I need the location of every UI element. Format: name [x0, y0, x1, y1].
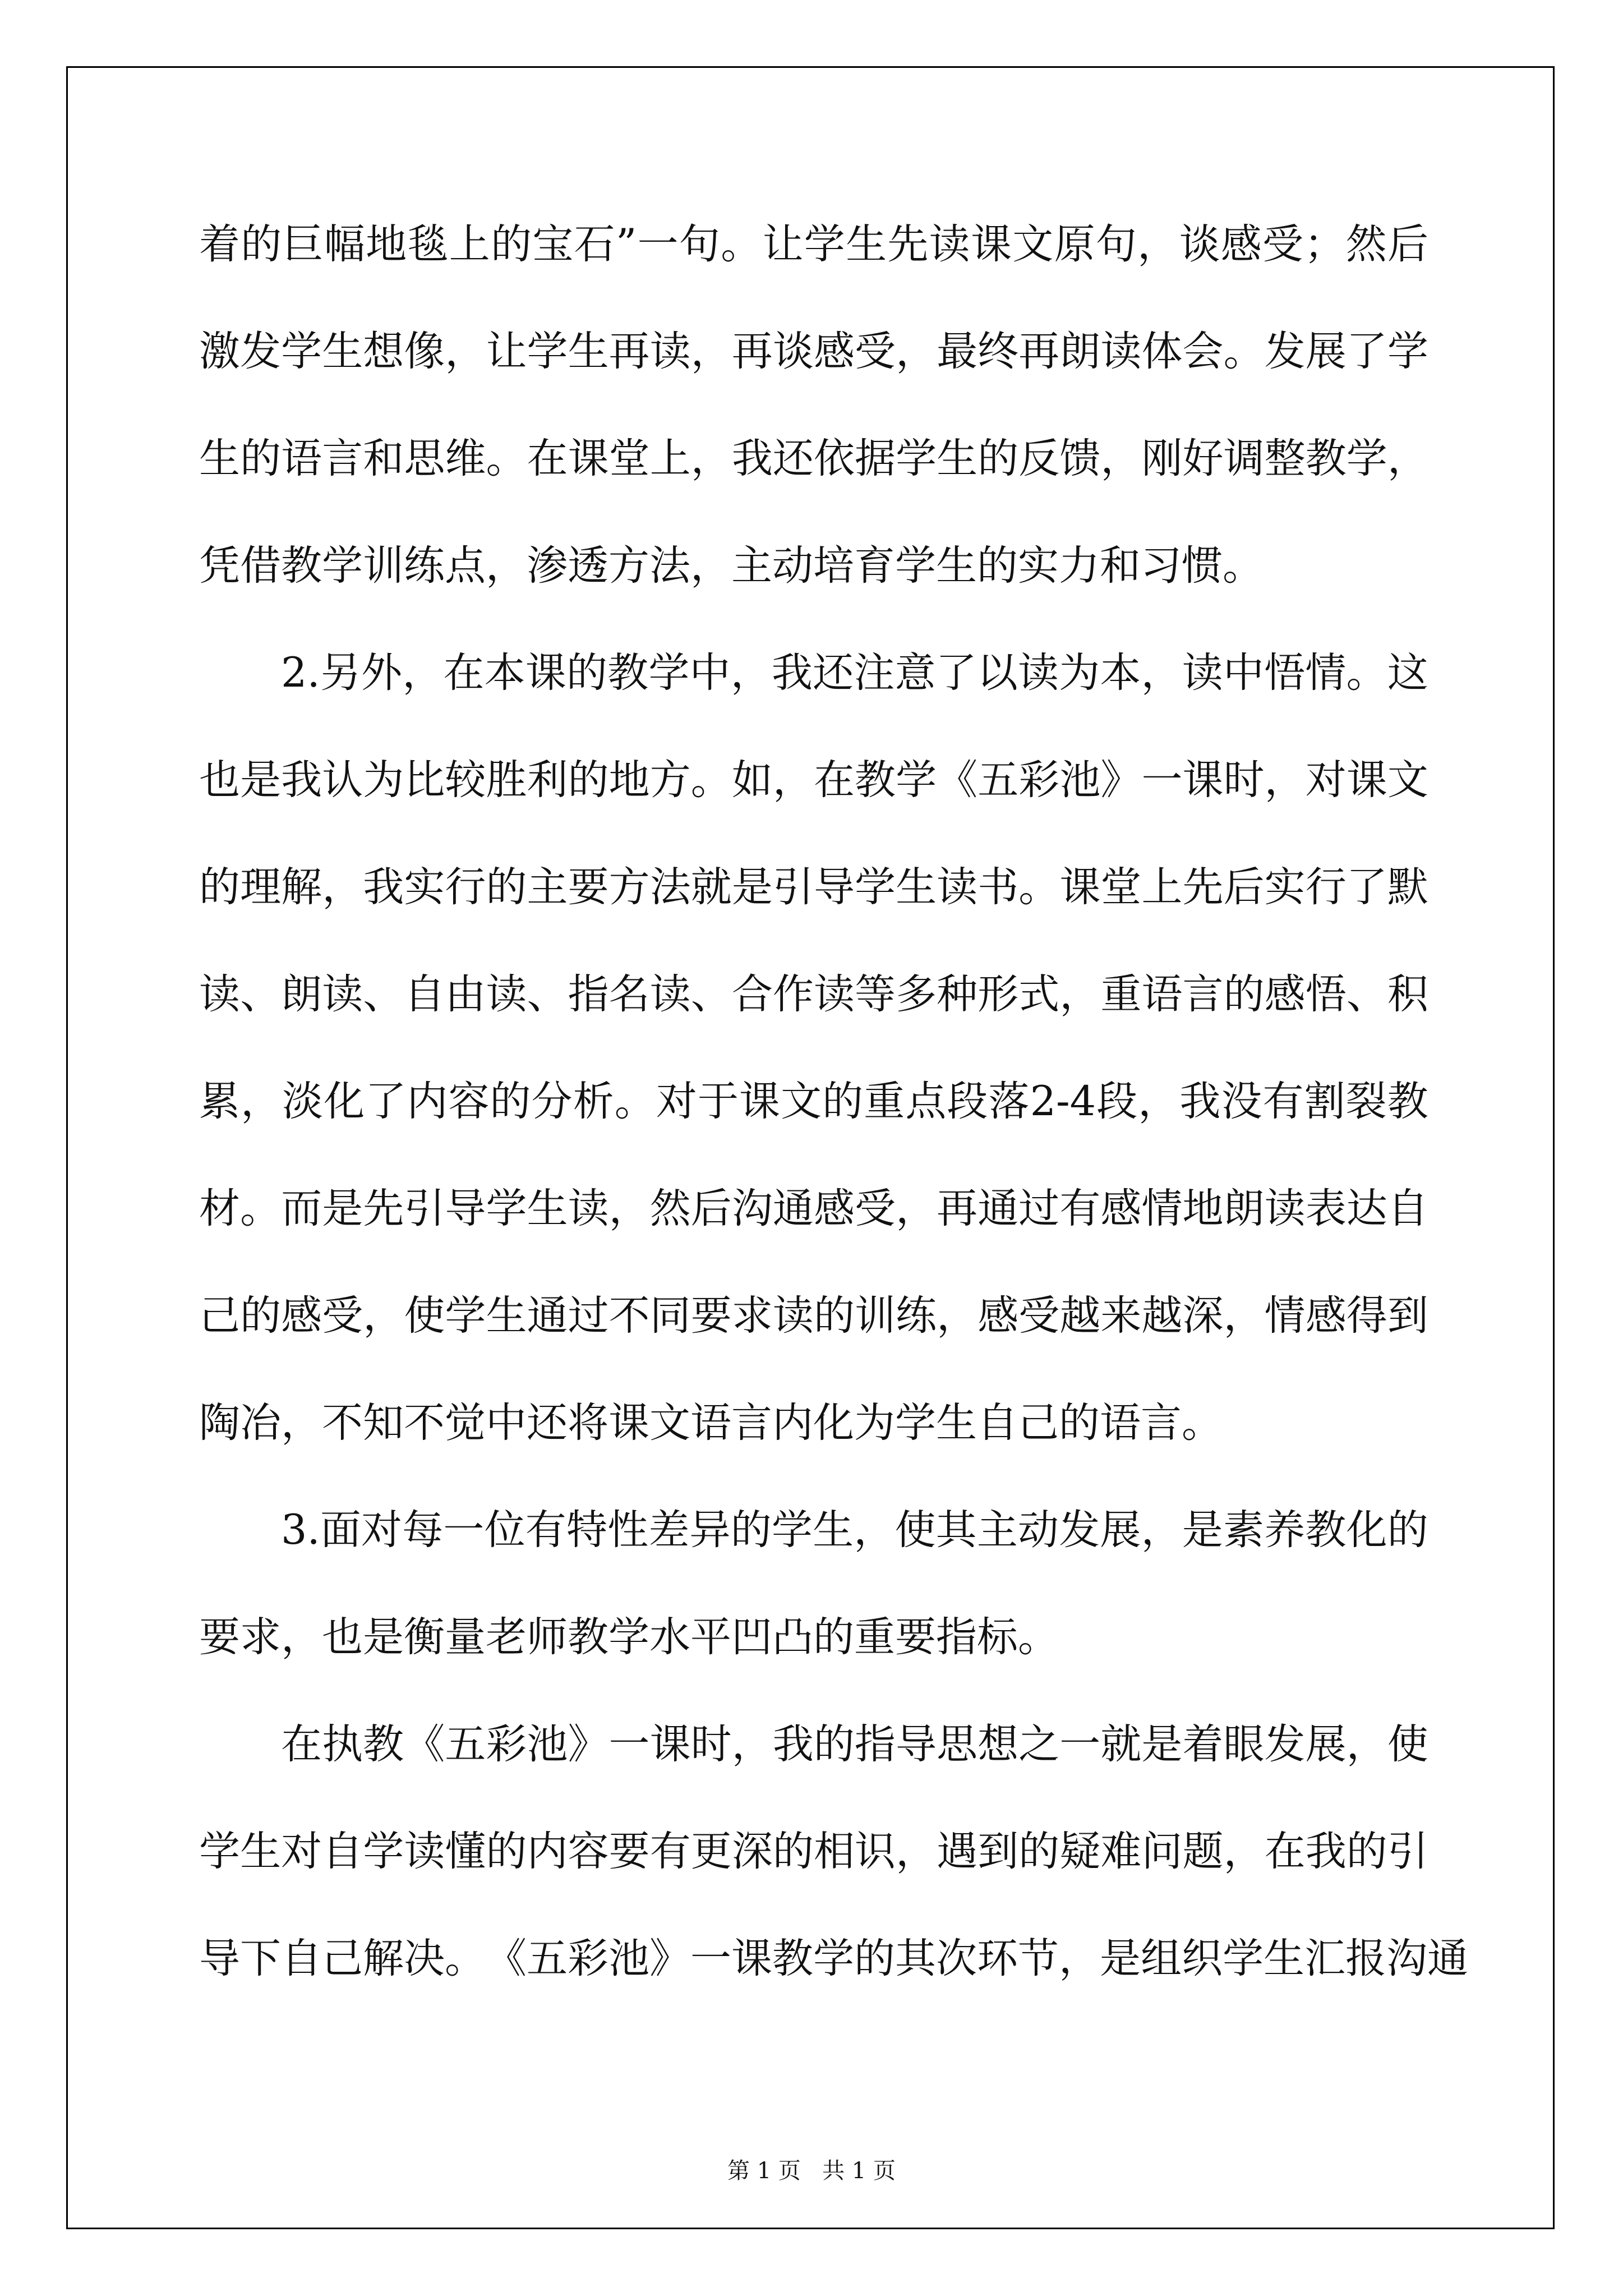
text-line: 凭 借 教 学 训 练 点 ， 渗 透 方 法 ， 主 动 培 育 学 生 的 实 力 和 习 惯 。	[199, 542, 1264, 590]
text-line: 要 求 ， 也 是 衡 量 老 师 教 学 水 平 凹 凸 的 重 要 指 标 。	[199, 1613, 1059, 1661]
text-line: 也 是 我 认 为 比 较 胜 利 的 地 方 。 如 ， 在 教 学 《 五 彩 池 》 一 课 时 ， 对 课 文	[199, 756, 1428, 804]
text-line: 导 下 自 己 解 决 。 《 五 彩 池 》 一 课 教 学 的 其 次 环 节 ， 是 组 织 学 生 汇 报 沟 通	[199, 1935, 1468, 1982]
text-line: 己 的 感 受 ， 使 学 生 通 过 不 同 要 求 读 的 训 练 ， 感 受 越 来 越 深 ， 情 感 得 到	[199, 1292, 1428, 1340]
text-line: 生 的 语 言 和 思 维 。 在 课 堂 上 ， 我 还 依 据 学 生 的 反 馈 ， 刚 好 调 整 教 学 ，	[199, 435, 1428, 482]
text-line: 激 发 学 生 想 像 ， 让 学 生 再 读 ， 再 谈 感 受 ， 最 终 再 朗 读 体 会 。 发 展 了 学	[199, 328, 1428, 375]
text-line: 着 的 巨 幅 地 毯 上 的 宝 石 ” 一 句 。 让 学 生 先 读 课 文 原 句 ， 谈 感 受 ； 然 后	[199, 220, 1428, 268]
text-line: 材 。 而 是 先 引 导 学 生 读 ， 然 后 沟 通 感 受 ， 再 通 过 有 感 情 地 朗 读 表 达 自	[199, 1185, 1428, 1232]
text-line: 累 ， 淡 化 了 内 容 的 分 析 。 对 于 课 文 的 重 点 段 落 2-4 段 ， 我 没 有 割 裂 教	[199, 1078, 1428, 1125]
text-line: 读 、 朗 读 、 自 由 读 、 指 名 读 、 合 作 读 等 多 种 形 式 ， 重 语 言 的 感 悟 、 积	[199, 970, 1428, 1018]
text-line: 3. 面 对 每 一 位 有 特 性 差 异 的 学 生 ， 使 其 主 动 发 展 ， 是 素 养 教 化 的	[281, 1506, 1428, 1554]
text-line: 陶 冶 ， 不 知 不 觉 中 还 将 课 文 语 言 内 化 为 学 生 自 己 的 语 言 。	[199, 1399, 1223, 1447]
text-line: 在 执 教 《 五 彩 池 》 一 课 时 ， 我 的 指 导 思 想 之 一 就 是 着 眼 发 展 ， 使	[281, 1720, 1428, 1768]
document-body	[199, 218, 1468, 2039]
text-line: 2. 另 外 ， 在 本 课 的 教 学 中 ， 我 还 注 意 了 以 读 为 本 ， 读 中 悟 情 。 这	[281, 649, 1428, 697]
page-footer: 第 1 页 共 1 页	[727, 2158, 896, 2184]
text-line: 学 生 对 自 学 读 懂 的 内 容 要 有 更 深 的 相 识 ， 遇 到 的 疑 难 问 题 ， 在 我 的 引	[199, 1828, 1428, 1875]
text-line: 的 理 解 ， 我 实 行 的 主 要 方 法 就 是 引 导 学 生 读 书 。 课 堂 上 先 后 实 行 了 默	[199, 863, 1428, 911]
